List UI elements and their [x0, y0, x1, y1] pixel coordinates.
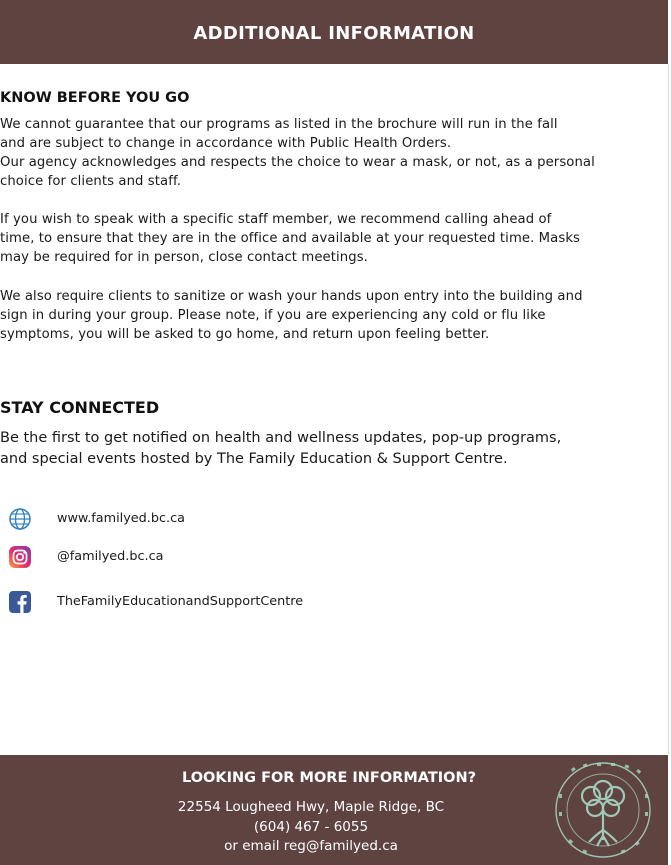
- instagram-label[interactable]: @familyed.bc.ca: [57, 549, 164, 564]
- instagram-icon: [8, 545, 32, 569]
- footer-title: LOOKING FOR MORE INFORMATION?: [181, 770, 477, 786]
- facebook-link[interactable]: [8, 590, 304, 614]
- globe-icon: [8, 507, 32, 531]
- footer-email[interactable]: or email reg@familyed.ca: [224, 838, 398, 854]
- website-link[interactable]: [8, 507, 185, 531]
- celtic-tree-logo: [549, 760, 661, 860]
- header-band: [0, 0, 668, 64]
- stay-connected-intro: Be the first to get notified on health and wellness updates, pop-up programs, and special events hosted by The Family Education & Support Centre.: [0, 430, 562, 467]
- footer-phone[interactable]: (604) 467 - 6055: [253, 819, 369, 835]
- footer-address: 22554 Lougheed Hwy, Maple Ridge, BC: [177, 799, 445, 815]
- know-before-title: KNOW BEFORE YOU GO: [0, 90, 190, 106]
- footer-band: [0, 755, 668, 865]
- facebook-label[interactable]: TheFamilyEducationandSupportCentre: [57, 594, 304, 609]
- page-edge-rule: [668, 64, 669, 754]
- page-title: ADDITIONAL INFORMATION: [193, 22, 475, 44]
- know-before-paragraph-3: We also require clients to sanitize or wash your hands upon entry into the building and sign in during your group. Please note, if you are experiencing any cold or flu like symptoms, you will be asked to go home, and return upon feeling better.: [0, 289, 583, 342]
- facebook-icon: [8, 590, 32, 614]
- stay-connected-title: STAY CONNECTED: [0, 398, 160, 417]
- know-before-paragraph-2: If you wish to speak with a specific staff member, we recommend calling ahead of time, to ensure that they are in the office and available at your requested time. Masks may be required for in person, close contact meetings.: [0, 212, 581, 265]
- website-label[interactable]: www.familyed.bc.ca: [57, 511, 185, 526]
- know-before-paragraph-1: We cannot guarantee that our programs as listed in the brochure will run in the fall and are subject to change in accordance with Public Health Orders. Our agency acknowledges and respects the choice to wear a mask, or not, as a personal choice for clients and staff.: [0, 117, 595, 189]
- instagram-link[interactable]: [8, 545, 164, 569]
